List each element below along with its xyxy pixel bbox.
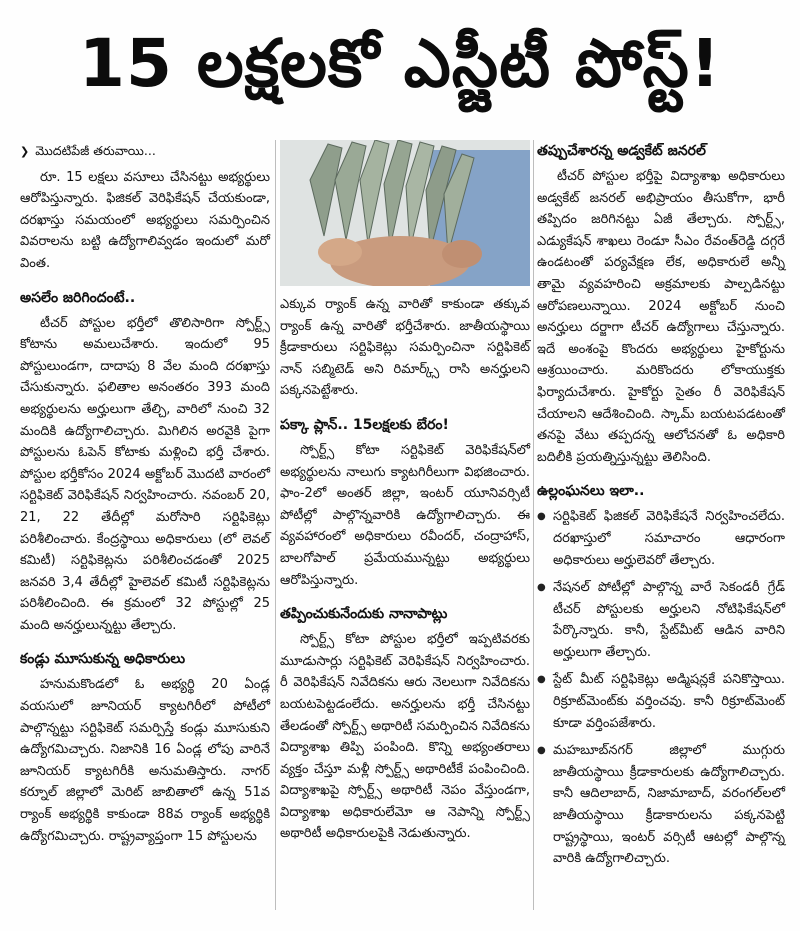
lead-paragraph: రూ. 15 లక్షలు వసూలు చేసినట్టు అభ్యర్థులు ఆరోపిస్తున్నారు. ఫిజికల్ వెరిఫికేషన్ చేయకుండా, దరఖాస్తు సమయంలో అభ్యర్థులు సమర్పించిన వివరాలను బట్టి ఉద్యోగాలివ్వడం ఇందులో మరో వింత. <box>20 169 270 271</box>
subheading: అసలేం జరిగిందంటే.. <box>20 289 136 306</box>
subheading: తప్పుచేశారన్న అడ్వకేట్ జనరల్ <box>537 143 706 159</box>
violations-list <box>537 506 785 870</box>
column-divider <box>533 140 534 910</box>
subheading: ఉల్లంఘనలు ఇలా.. <box>537 483 645 500</box>
currency-notes-photo <box>280 140 530 286</box>
body-paragraph: స్పోర్ట్స్ కోటా సర్టిఫికెట్ వెరిఫికేషన్‌లో అభ్యర్థులను నాలుగు క్యాటగిరీలుగా విభజించారు. ఫాం-2లో అంతర్ జిల్లా, ఇంటర్ యూనివర్సిటీ పోటీల్లో పాల్గొన్నవారికి ఉద్యోగాలిచ్చారు. ఈ వ్యవహారంలో అధికారులు రవీందర్, చంద్రాహాస్, బాలగోపాల్ ప్రమేయమున్నట్టు అభ్యర్థులు ఆరోపిస్తున్నారు. <box>280 442 530 588</box>
currency-notes-illustration <box>280 140 530 286</box>
column-divider <box>275 140 276 910</box>
list-item: ● నేషనల్ పోటీల్లో పాల్గొన్న వారే సెకండరీ గ్రేడ్ టీచర్ పోస్టులకు అర్హులని నోటిఫికేషన్‌లో పేర్కొన్నారు. కానీ, స్టేట్‌మీట్ ఆడిన వారిని అర్హులుగా తేల్చారు. <box>537 577 785 663</box>
subheading: తప్పించుకునేందుకు నానాపాట్లు <box>280 606 448 623</box>
body-paragraph: స్పోర్ట్స్ కోటా పోస్టుల భర్తీలో ఇప్పటివరకు మూడుసార్లు సర్టిఫికెట్ వెరిఫికేషన్ నిర్వహించారు. రీ వెరిఫికేషన్ నివేదికను ఆరు నెలలుగా నివేదికను బయటపెట్టడంలేదు. అనర్హులను భర్తీ చేసినట్టు తేలడంతో స్పోర్ట్స్ అథారిటీ సమర్పించిన నివేదికను విద్యాశాఖ తిప్పి పంపింది. కొన్ని అభ్యంతరాలు వ్యక్తం చేస్తూ మళ్లీ స్పోర్ట్స్ అథారిటీకే పంపించింది. విద్యాశాఖపై స్పోర్ట్స్ అథారిటీ నెపం వేస్తుండగా, విద్యాశాఖ అధికారులేమో ఆ నెపాన్ని స్పోర్ట్స్ అథారిటీ అధికారులపైకి నెడుతున్నారు. <box>280 632 530 842</box>
body-paragraph: టీచర్ పోస్టుల భర్తీపై విద్యాశాఖ అధికారులు అడ్వకేట్ జనరల్ అభిప్రాయం తీసుకోగా, భారీ తప్పిదం జరిగినట్టు ఏజీ తేల్చారు. స్పోర్ట్స్, ఎడ్యుకేషన్ శాఖలు రెండూ సీఎం రేవంత్‌రెడ్డి దగ్గరే ఉండటంతో పర్యవేక్షణ లేక, అధికారులే అన్నీ తామై వ్యవహరించి అక్రమాలకు పాల్పడినట్టు ఆరోపణలున్నాయి. 2024 అక్టోబర్ నుంచి అనర్హులు దర్జాగా టీచర్ ఉద్యోగాలు చేస్తున్నారు. ఇదే అంశంపై కొందరు అభ్యర్థులు హైకోర్టును ఆశ్రయించారు. మరికొందరు లోకాయుక్తకు ఫిర్యాదుచేశారు. హైకోర్టు సైతం రీ వెరిఫికేషన్ చేయాలని ఆదేశించింది. స్కామ్ బయటపడటంతో తనపై వేటు తప్పదన్న ఆలోచనతో ఓ అధికారి బదిలీకి ప్రయత్నిస్తున్నట్టు తెలిసింది. <box>537 169 785 465</box>
column-3 <box>537 140 785 876</box>
body-paragraph: టీచర్ పోస్టుల భర్తీలో తొలిసారిగా స్పోర్ట్స్ కోటాను అమలుచేశారు. ఇందులో 95 పోస్టులుండగా, దాదాపు 8 వేల మంది దరఖాస్తు చేసుకున్నారు. ఫలితాల అనంతరం 393 మంది అభ్యర్థులను అర్హులుగా తేల్చి, వారిలో నుంచి 32 మందికి ఉద్యోగాలిచ్చారు. మిగిలిన అరవైకి పైగా పోస్టులను ఓపెన్ కోటాకు మళ్లించి భర్తీ చేశారు. పోస్టుల భర్తీకోసం 2024 అక్టోబర్ మొదటి వారంలో సర్టిఫికెట్ వెరిఫికేషన్ నిర్వహించారు. నవంబర్ 20, 21, 22 తేదీల్లో మరోసారి సర్టిఫికెట్లు పరిశీలించారు. కేంద్రస్థాయి అధికారులు (లో లెవల్ కమిటీ) సర్టిఫికెట్లను పరిశీలించడంతో 2025 జనవరి 3,4 తేదీల్లో హైలెవల్ కమిటీ సర్టిఫికెట్లను పరిశీలించింది. ఈ క్రమంలో 32 పోస్టుల్లో 25 మంది అనర్హులున్నట్టు తేల్చారు. <box>20 315 270 633</box>
list-item: ● సర్టిఫికెట్ ఫిజికల్ వెరిఫికేషనే నిర్వహించలేదు. దరఖాస్తులో సమాచారం ఆధారంగా అధికారులు అర్హులెవరో తేల్చారు. <box>537 506 785 571</box>
headline: 15 లక్షలకో ఎస్జీటీ పోస్ట్! <box>79 25 721 102</box>
kicker-text: మొదటిపేజీ తరువాయి... <box>35 143 156 158</box>
kicker <box>20 140 270 163</box>
column-1 <box>20 140 270 851</box>
subheading: పక్కా ప్లాన్.. 15లక్షలకు బేరం! <box>280 416 449 433</box>
column-2 <box>280 140 530 849</box>
list-item: ● మహబూబ్‌నగర్ జిల్లాలో ముగ్గురు జాతీయస్థాయి క్రీడాకారులకు ఉద్యోగాలిచ్చారు. కానీ ఆదిలాబాద్, నిజామాబాద్, వరంగల్‌లలో జాతీయస్థాయి క్రీడాకారులను పక్కనపెట్టి రాష్ట్రస్థాయి, ఇంటర్ వర్సిటీ ఆటల్లో పాల్గొన్న వారికి ఉద్యోగాలిచ్చారు. <box>537 740 785 870</box>
body-paragraph: హనుమకొండలో ఓ అభ్యర్థి 20 ఏండ్ల వయసులో జూనియర్ క్యాటగిరీలో పోటీలో పాల్గొన్నట్టు సర్టిఫికెట్ సమర్పిస్తే కండ్లు మూసుకుని ఉద్యోగమిచ్చారు. నిజానికి 16 ఏండ్ల లోపు వారినే జూనియర్ క్యాటగిరీకి అనుమతిస్తారు. నాగర్ కర్నూల్ జిల్లాలో మెరిట్ జాబితాలో ఉన్న 51వ ర్యాంక్ అభ్యర్థికి కాకుండా 88వ ర్యాంక్ అభ్యర్థికి ఉద్యోగమిచ్చారు. రాష్ట్రవ్యాప్తంగా 15 పోస్టులను <box>20 677 270 844</box>
subheading: కండ్లు మూసుకున్న అధికారులు <box>20 651 186 668</box>
chevron-right-icon: ❯ <box>20 145 30 158</box>
body-paragraph: ఎక్కువ ర్యాంక్ ఉన్న వారితో కాకుండా తక్కువ ర్యాంక్ ఉన్న వారితో భర్తీచేశారు. జాతీయస్థాయి క్రీడాకారులు సర్టిఫికెట్లు సమర్పించినా సర్టిఫికెట్ నాన్ సబ్మిటెడ్ అని రిమార్క్స్ రాసి అనర్హులని పక్కనపెట్టేశారు. <box>280 297 530 399</box>
list-item: ● స్టేట్ మీట్ సర్టిఫికెట్లు అడ్మిషన్లకే పనికొస్తాయి. రిక్రూట్‌మెంట్‌కు వర్తించవు. కానీ రిక్రూట్‌మెంట్ కూడా వర్తింపజేశారు. <box>537 669 785 734</box>
